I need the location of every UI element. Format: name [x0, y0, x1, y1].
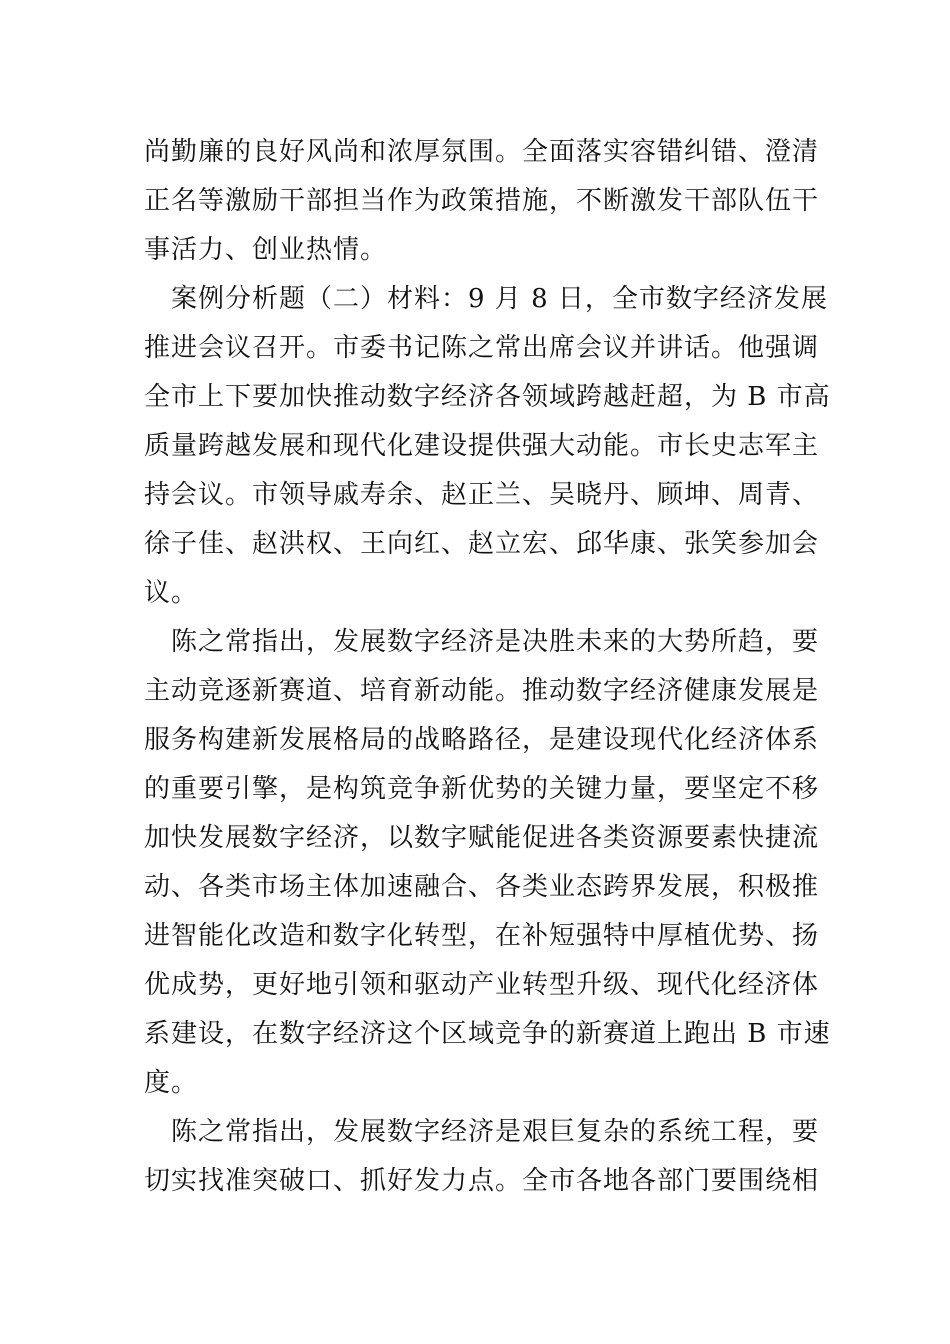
text-line: 的重要引擎，是构筑竞争新优势的关键力量，要坚定不移 [144, 774, 820, 804]
text-line: 陈之常指出，发展数字经济是决胜未来的大势所趋，要 [144, 627, 820, 657]
text-line: 切实找准突破口、抓好发力点。全市各地各部门要围绕相 [144, 1166, 820, 1196]
text-line: 尚勤廉的良好风尚和浓厚氛围。全面落实容错纠错、澄清 [144, 137, 820, 167]
text-line: 徐子佳、赵洪权、王向红、赵立宏、邱华康、张笑参加会 [144, 529, 820, 559]
text-line: 服务构建新发展格局的战略路径，是建设现代化经济体系 [144, 725, 820, 755]
document-body [144, 128, 831, 1206]
text-line: 议。 [144, 578, 199, 608]
text-line: 事活力、创业热情。 [144, 235, 388, 265]
text-line: 推进会议召开。市委书记陈之常出席会议并讲话。他强调 [144, 333, 820, 363]
paragraph-2 [144, 275, 831, 618]
text-line: 进智能化改造和数字化转型，在补短强特中厚植优势、扬 [144, 921, 820, 951]
text-line: 主动竞逐新赛道、培育新动能。推动数字经济健康发展是 [144, 676, 820, 706]
text-line: 陈之常指出，发展数字经济是艰巨复杂的系统工程，要 [144, 1117, 820, 1147]
text-line: 系建设，在数字经济这个区域竞争的新赛道上跑出 B 市速 [144, 1019, 831, 1049]
text-line: 质量跨越发展和现代化建设提供强大动能。市长史志军主 [144, 431, 820, 461]
text-line: 案例分析题（二）材料：9 月 8 日，全市数字经济发展 [144, 284, 828, 314]
paragraph-3 [144, 618, 831, 1108]
text-line: 优成势，更好地引领和驱动产业转型升级、现代化经济体 [144, 970, 820, 1000]
text-line: 正名等激励干部担当作为政策措施，不断激发干部队伍干 [144, 186, 820, 216]
text-line: 加快发展数字经济，以数字赋能促进各类资源要素快捷流 [144, 823, 820, 853]
text-line: 度。 [144, 1068, 199, 1098]
paragraph-4 [144, 1108, 820, 1206]
paragraph-1 [144, 128, 820, 275]
text-line: 动、各类市场主体加速融合、各类业态跨界发展，积极推 [144, 872, 820, 902]
text-line: 持会议。市领导戚寿余、赵正兰、吴晓丹、顾坤、周青、 [144, 480, 820, 510]
text-line: 全市上下要加快推动数字经济各领域跨越赶超，为 B 市高 [144, 382, 831, 412]
